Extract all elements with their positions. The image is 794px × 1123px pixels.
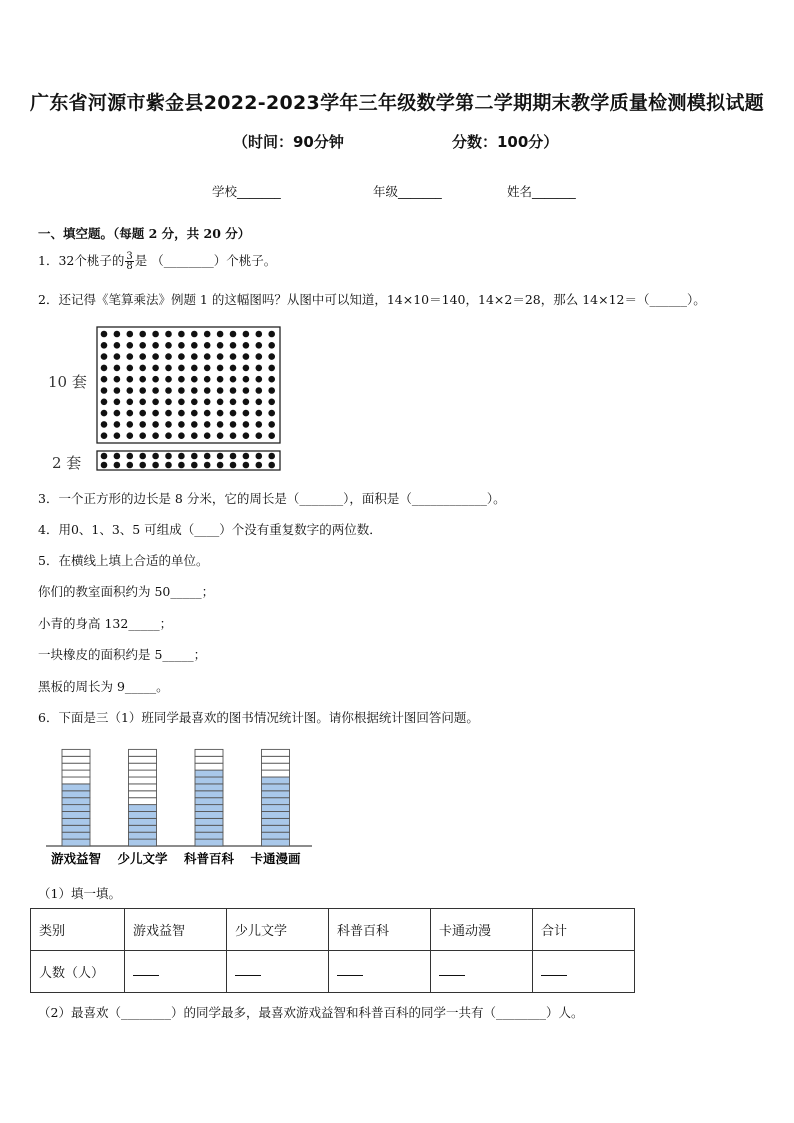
dot	[243, 353, 250, 360]
dot	[217, 453, 224, 460]
dot	[268, 462, 275, 469]
bar-cell-empty	[129, 756, 157, 763]
dot	[101, 453, 108, 460]
table-header-cell: 少儿文学	[227, 909, 329, 951]
question-5-c: 一块橡皮的面积约是 5_____；	[38, 647, 207, 662]
dot	[114, 432, 121, 439]
dot	[191, 432, 198, 439]
bar-cell-empty	[262, 770, 290, 777]
bar-cell-empty	[129, 777, 157, 784]
dot	[127, 410, 134, 417]
dot	[256, 462, 263, 469]
answer-cell[interactable]	[227, 951, 329, 993]
dot	[268, 353, 275, 360]
bar-cell-empty	[129, 749, 157, 756]
dot	[243, 421, 250, 428]
bar-cell-filled	[195, 825, 223, 832]
dot	[178, 331, 185, 338]
dot	[256, 376, 263, 383]
dot	[230, 331, 237, 338]
dot	[101, 342, 108, 349]
bar-cell-filled	[129, 825, 157, 832]
bar-cell-filled	[195, 839, 223, 846]
dot	[152, 353, 159, 360]
bar-cell-filled	[129, 805, 157, 812]
dot	[268, 376, 275, 383]
exam-title: 广东省河源市紫金县2022-2023学年三年级数学第二学期期末教学质量检测模拟试题	[30, 92, 764, 114]
book-preference-chart	[44, 738, 324, 870]
dot	[268, 342, 275, 349]
dot	[139, 453, 146, 460]
dot	[165, 399, 172, 406]
bar-cell-filled	[262, 818, 290, 825]
bar-cell-empty	[62, 763, 90, 770]
dot	[268, 387, 275, 394]
dot	[165, 432, 172, 439]
bar-cell-filled	[62, 784, 90, 791]
dot	[217, 462, 224, 469]
dot	[165, 410, 172, 417]
bar-cell-empty	[129, 798, 157, 805]
dot	[191, 462, 198, 469]
dot	[204, 453, 211, 460]
dot	[256, 399, 263, 406]
dot	[256, 353, 263, 360]
table-header-cell: 科普百科	[329, 909, 431, 951]
fraction	[125, 252, 133, 271]
bar-cell-filled	[262, 812, 290, 819]
dot	[178, 421, 185, 428]
category-label: 少儿文学	[117, 851, 168, 866]
bar-cell-filled	[262, 805, 290, 812]
dot	[139, 376, 146, 383]
bar-cell-filled	[262, 839, 290, 846]
dot	[268, 421, 275, 428]
dot	[256, 453, 263, 460]
dot	[243, 410, 250, 417]
bar-cell-filled	[195, 812, 223, 819]
dot	[191, 331, 198, 338]
dot	[101, 353, 108, 360]
dot	[256, 410, 263, 417]
question-5-a: 你们的教室面积约为 50_____；	[38, 584, 215, 599]
dot	[178, 432, 185, 439]
dot	[165, 342, 172, 349]
question-4: 4．用0、1、3、5 可组成（____）个没有重复数字的两位数．	[38, 522, 382, 537]
dot	[191, 421, 198, 428]
answer-blank	[235, 963, 261, 976]
dot	[268, 399, 275, 406]
dot	[127, 376, 134, 383]
dot	[191, 453, 198, 460]
dot	[204, 462, 211, 469]
dot	[101, 421, 108, 428]
question-6: 6．下面是三（1）班同学最喜欢的图书情况统计图。请你根据统计图回答问题。	[38, 710, 479, 725]
dot	[217, 410, 224, 417]
dot	[114, 410, 121, 417]
bar-cell-filled	[62, 818, 90, 825]
exam-score: 分数：100分）	[452, 133, 559, 151]
dot	[204, 342, 211, 349]
dot	[127, 387, 134, 394]
bar-cell-filled	[195, 784, 223, 791]
dot	[256, 421, 263, 428]
dot	[101, 365, 108, 372]
bar-cell-empty	[129, 770, 157, 777]
answer-blank	[133, 963, 159, 976]
bar-cell-filled	[262, 777, 290, 784]
dot	[101, 462, 108, 469]
dot	[101, 387, 108, 394]
dot	[191, 387, 198, 394]
dot-grid-2-rows	[101, 453, 275, 469]
dot	[217, 399, 224, 406]
dot	[230, 421, 237, 428]
dot	[139, 462, 146, 469]
dot	[204, 432, 211, 439]
dot	[217, 376, 224, 383]
dot	[230, 342, 237, 349]
dot	[268, 410, 275, 417]
dot	[114, 331, 121, 338]
bar-cell-filled	[195, 805, 223, 812]
bar-cell-filled	[262, 825, 290, 832]
dot	[178, 462, 185, 469]
dot	[152, 432, 159, 439]
dot	[204, 353, 211, 360]
dot	[191, 353, 198, 360]
bar-cell-filled	[195, 791, 223, 798]
chart-category-labels	[51, 851, 301, 866]
dot	[243, 453, 250, 460]
dot-grid-10-rows	[101, 331, 275, 439]
bar-cell-filled	[262, 798, 290, 805]
dot	[178, 453, 185, 460]
fraction-denominator: 8	[126, 261, 133, 272]
dot	[230, 432, 237, 439]
dot	[243, 376, 250, 383]
dot	[114, 421, 121, 428]
dot	[230, 353, 237, 360]
dot	[139, 432, 146, 439]
dot	[152, 387, 159, 394]
dot	[127, 342, 134, 349]
answer-cell[interactable]	[329, 951, 431, 993]
bar-cell-empty	[262, 749, 290, 756]
dot	[230, 365, 237, 372]
bar-cell-empty	[129, 763, 157, 770]
question-6-part-2: （2）最喜欢（________）的同学最多，最喜欢游戏益智和科普百科的同学一共有（________）人。	[38, 1005, 584, 1020]
dot	[165, 453, 172, 460]
dot	[204, 410, 211, 417]
question-1	[38, 251, 276, 271]
dot	[139, 353, 146, 360]
label-2-sets: 2 套	[52, 454, 82, 472]
dot	[268, 432, 275, 439]
bar-cell-filled	[62, 805, 90, 812]
question-6-part-1: （1）填一填。	[38, 886, 121, 901]
question-1-prefix: 1．32个桃子的	[38, 253, 125, 268]
dot	[217, 342, 224, 349]
dot	[204, 421, 211, 428]
dot	[152, 399, 159, 406]
dot	[243, 331, 250, 338]
bar-cell-filled	[129, 818, 157, 825]
dot	[217, 387, 224, 394]
table-row-label: 人数（人）	[31, 951, 125, 993]
dot	[139, 387, 146, 394]
dot	[114, 365, 121, 372]
dot	[178, 376, 185, 383]
dot	[256, 331, 263, 338]
dot	[152, 410, 159, 417]
dot	[127, 421, 134, 428]
dot	[217, 353, 224, 360]
bar-cell-empty	[62, 770, 90, 777]
dot	[178, 353, 185, 360]
bar-cell-empty	[262, 756, 290, 763]
dot	[127, 331, 134, 338]
dot	[101, 376, 108, 383]
dot	[204, 387, 211, 394]
dot	[127, 462, 134, 469]
bar-cell-filled	[195, 818, 223, 825]
dot	[114, 387, 121, 394]
bar-cell-filled	[62, 791, 90, 798]
bar-cell-empty	[62, 749, 90, 756]
question-5-b: 小青的身高 132_____；	[38, 616, 173, 631]
dot	[268, 331, 275, 338]
bar-cell-filled	[129, 832, 157, 839]
answer-cell[interactable]	[533, 951, 635, 993]
dot	[165, 365, 172, 372]
dot	[152, 462, 159, 469]
fraction-numerator: 3	[126, 251, 133, 262]
bar-cell-filled	[62, 812, 90, 819]
answer-cell[interactable]	[431, 951, 533, 993]
dot	[243, 342, 250, 349]
dot	[152, 331, 159, 338]
question-5: 5．在横线上填上合适的单位。	[38, 553, 209, 568]
dot	[101, 432, 108, 439]
table-header-cell: 类别	[31, 909, 125, 951]
dot	[230, 387, 237, 394]
dot	[127, 399, 134, 406]
dot	[217, 421, 224, 428]
dot	[139, 365, 146, 372]
dot	[191, 376, 198, 383]
dot	[165, 462, 172, 469]
category-label: 游戏益智	[50, 851, 102, 866]
table-row	[31, 951, 635, 993]
dot	[178, 365, 185, 372]
dot	[204, 331, 211, 338]
dot	[230, 453, 237, 460]
label-10-sets: 10 套	[48, 373, 87, 391]
dot	[152, 365, 159, 372]
dot	[114, 453, 121, 460]
bar-cell-empty	[62, 777, 90, 784]
dot	[178, 342, 185, 349]
answer-blank	[439, 963, 465, 976]
dot	[178, 410, 185, 417]
bar-cell-filled	[62, 832, 90, 839]
bar-cell-filled	[62, 839, 90, 846]
dot	[191, 365, 198, 372]
dot	[243, 462, 250, 469]
dot	[114, 462, 121, 469]
dot	[152, 376, 159, 383]
question-2: 2．还记得《笔算乘法》例题 1 的这幅图吗？从图中可以知道，14×10＝140，14×2＝28，那么 14×12＝（______）。	[38, 292, 706, 307]
dot	[191, 399, 198, 406]
school-field: 学校_______	[212, 184, 281, 199]
bar-cell-empty	[129, 791, 157, 798]
bar-cell-filled	[62, 825, 90, 832]
dot	[152, 453, 159, 460]
bar-cell-empty	[62, 756, 90, 763]
bar-cell-filled	[129, 839, 157, 846]
bar-cell-filled	[62, 798, 90, 805]
dot	[139, 342, 146, 349]
dot	[127, 365, 134, 372]
bar-cell-filled	[195, 832, 223, 839]
dot	[152, 421, 159, 428]
category-label: 科普百科	[183, 851, 235, 866]
dot	[230, 410, 237, 417]
dot	[217, 365, 224, 372]
dot	[204, 365, 211, 372]
table-header-cell: 卡通动漫	[431, 909, 533, 951]
dot	[139, 421, 146, 428]
dot	[268, 453, 275, 460]
bar-cell-filled	[262, 832, 290, 839]
dot	[230, 462, 237, 469]
bar-cell-filled	[262, 791, 290, 798]
table-row	[31, 909, 635, 951]
dot	[165, 353, 172, 360]
dot	[101, 410, 108, 417]
bar-cell-filled	[195, 777, 223, 784]
dot	[204, 399, 211, 406]
bar-cell-filled	[129, 812, 157, 819]
dot	[139, 410, 146, 417]
grade-field: 年级_______	[373, 184, 442, 199]
dot	[127, 432, 134, 439]
stat-table	[30, 908, 635, 993]
dot	[139, 399, 146, 406]
chart-bars	[62, 749, 290, 846]
dot-array-diagram	[95, 324, 285, 474]
dot	[243, 399, 250, 406]
dot	[191, 342, 198, 349]
dot	[152, 342, 159, 349]
name-field: 姓名_______	[507, 184, 576, 199]
category-label: 卡通漫画	[250, 851, 301, 866]
bar-cell-filled	[195, 770, 223, 777]
dot	[230, 376, 237, 383]
dot	[256, 387, 263, 394]
bar-cell-empty	[195, 756, 223, 763]
dot	[114, 376, 121, 383]
dot-grid-10-frame	[97, 327, 280, 443]
bar-cell-empty	[129, 784, 157, 791]
dot	[165, 421, 172, 428]
dot	[230, 399, 237, 406]
answer-cell[interactable]	[125, 951, 227, 993]
dot	[217, 432, 224, 439]
bar-cell-filled	[262, 784, 290, 791]
dot	[114, 353, 121, 360]
dot	[256, 432, 263, 439]
dot	[114, 342, 121, 349]
exam-time: （时间：90分钟	[233, 133, 344, 151]
bar-cell-empty	[262, 763, 290, 770]
table-header-cell: 合计	[533, 909, 635, 951]
question-1-suffix: 是 （________）个桃子。	[134, 253, 277, 268]
dot	[139, 331, 146, 338]
dot	[256, 342, 263, 349]
dot	[191, 410, 198, 417]
dot	[127, 453, 134, 460]
dot	[165, 376, 172, 383]
dot	[256, 365, 263, 372]
dot	[243, 365, 250, 372]
dot	[101, 331, 108, 338]
bar-cell-filled	[195, 798, 223, 805]
section-heading: 一、填空题。（每题 2 分，共 20 分）	[38, 226, 251, 241]
question-3: 3．一个正方形的边长是 8 分米，它的周长是（_______），面积是（____________）。	[38, 491, 506, 506]
dot	[165, 331, 172, 338]
dot	[101, 399, 108, 406]
answer-blank	[541, 963, 567, 976]
dot	[178, 387, 185, 394]
dot	[243, 432, 250, 439]
table-header-cell: 游戏益智	[125, 909, 227, 951]
dot	[127, 353, 134, 360]
dot	[165, 387, 172, 394]
question-5-d: 黑板的周长为 9_____。	[38, 679, 169, 694]
dot	[243, 387, 250, 394]
dot-grid-2-frame	[97, 451, 280, 470]
dot	[178, 399, 185, 406]
dot	[114, 399, 121, 406]
dot	[217, 331, 224, 338]
dot	[268, 365, 275, 372]
dot	[204, 376, 211, 383]
bar-cell-empty	[195, 749, 223, 756]
bar-cell-empty	[195, 763, 223, 770]
answer-blank	[337, 963, 363, 976]
